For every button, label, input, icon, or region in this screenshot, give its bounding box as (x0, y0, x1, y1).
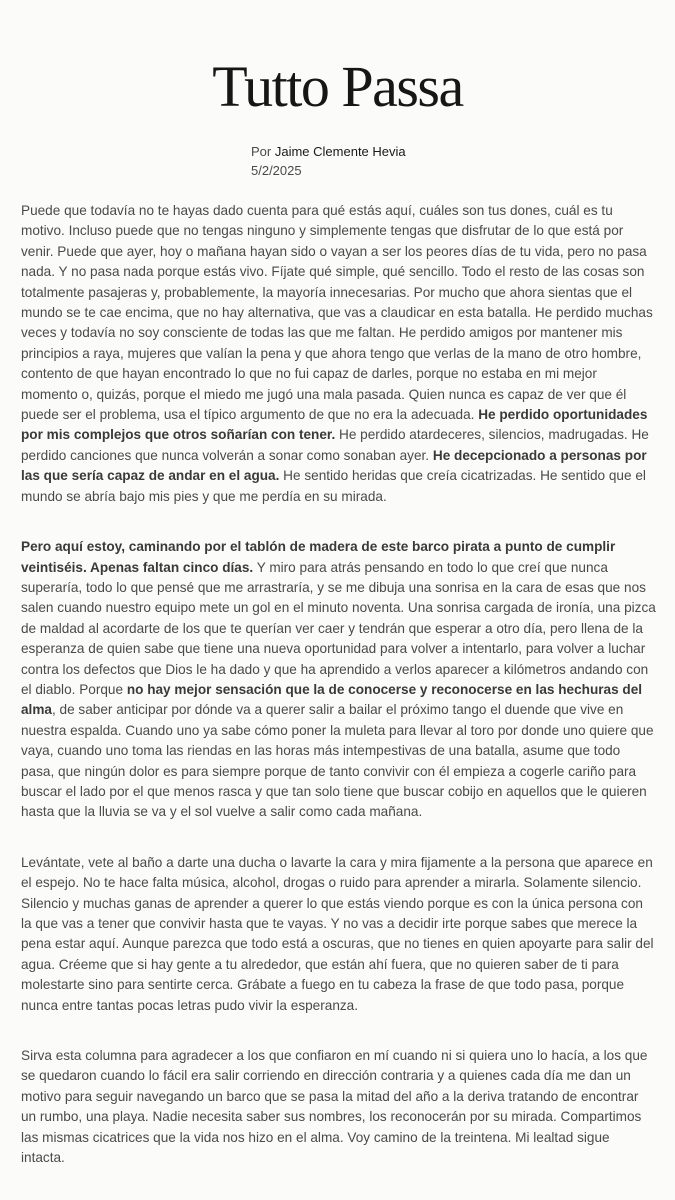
article-body (21, 201, 657, 1198)
paragraph-text: He perdido atardeceres, silencios, madrugadas. He perdido canciones que nunca volverán a sonar como sonaban ayer. (21, 427, 649, 463)
article-paragraph (21, 537, 657, 823)
article-paragraph (21, 1046, 657, 1168)
author-name[interactable]: Jaime Clemente Hevia (274, 144, 406, 159)
byline (251, 143, 406, 161)
paragraph-text: , de saber anticipar por dónde va a querer salir a bailar el próximo tango el duende que vive en nuestra espalda. Cuando uno ya sabe cómo poner la muleta para llevar al toro por donde uno quiere que vaya, cuando uno toma las riendas en las horas más intempestivas de una batalla, asume que todo pasa, que ningún dolor es para siempre porque de tanto convivir con él empieza a cogerle cariño para buscar el lado por el que menos rasca y que tan solo tiene que buscar cobijo en aquellos que le quieren hasta que la lluvia se va y el sol vuelve a salir como cada mañana. (21, 702, 654, 820)
article-title: Tutto Passa (212, 54, 463, 119)
publish-date: 5/2/2025 (251, 163, 302, 178)
bold-highlight: Pero aquí estoy, caminando por el tablón de madera de este barco pirata a punto de cumplir veintiséis. Apenas faltan cinco días. (21, 539, 616, 575)
byline-prefix: Por (251, 144, 272, 159)
paragraph-text: Puede que todavía no te hayas dado cuenta para qué estás aquí, cuáles son tus dones, cuál es tu motivo. Incluso puede que no tengas ninguno y simplemente tengas que disfrutar de lo que está por venir. Puede que ayer, hoy o mañana hayan sido o vayan a ser los peores días de tu vida, pero no pasa nada. Y no pasa nada porque estás vivo. Fíjate qué simple, qué sencillo. Todo el resto de las cosas son totalmente pasajeras y, probablemente, la mayoría innecesarias. Por mucho que ahora sientas que el mundo se te cae encima, que no hay alternativa, que vas a claudicar en esta batalla. He perdido muchas veces y todavía no soy consciente de todas las que me faltan. He perdido amigos por mantener mis principios a raya, mujeres que valían la pena y que ahora tengo que verlas de la mano de otro hombre, contento de que hayan encontrado lo que no fui capaz de darles, porque no estaba en mi mejor momento o, quizás, porque el miedo me jugó una mala pasada. Quien nunca es capaz de ver que él puede ser el problema, usa el típico argumento de que no era la adecuada. (21, 203, 653, 423)
paragraph-text: He sentido heridas que creía cicatrizadas. He sentido que el mundo se abría bajo mis pies y que me perdía en su mirada. (21, 468, 646, 504)
paragraph-text: Y miro para atrás pensando en todo lo que creí que nunca superaría, todo lo que pensé que me arrastraría, y se me dibuja una sonrisa en la cara de esas que nos salen cuando nuestro equipo mete un gol en el minuto noventa. Una sonrisa cargada de ironía, una pizca de maldad al acordarte de los que te querían ver caer y tendrán que esperar a otro día, pero llena de la esperanza de quien sabe que tiene una nueva oportunidad para volver a intentarlo, para volver a luchar contra los defectos que Dios le ha dado y que ha aprendido a verlos aparecer a kilómetros andando con el diablo. Porque (21, 559, 656, 697)
article-paragraph (21, 853, 657, 1016)
bold-highlight: no hay mejor sensación que la de conocerse y reconocerse en las hechuras del alma (21, 681, 643, 718)
bold-highlight: He perdido oportunidades por mis complejos que otros soñarían con tener. (21, 407, 648, 443)
bold-highlight: He decepcionado a personas por las que sería capaz de andar en el agua. (21, 447, 647, 484)
paragraph-text: Sirva esta columna para agradecer a los que confiaron en mí cuando ni si quiera uno lo hacía, a los que se quedaron cuando lo fácil era salir corriendo en dirección contraria y a quienes cada día me dan un motivo para seguir navegando un barco que se pasa la mitad del año a la deriva tratando de encontrar un rumbo, una playa. Nadie necesita saber sus nombres, los reconocerán por su mirada. Compartimos las mismas cicatrices que la vida nos hizo en el alma. Voy camino de la treintena. Mi lealtad sigue intacta. (21, 1048, 648, 1166)
paragraph-text: Levántate, vete al baño a darte una ducha o lavarte la cara y mira fijamente a la persona que aparece en el espejo. No te hace falta música, alcohol, drogas o ruido para aprender a mirarla. Solamente silencio. Silencio y muchas ganas de aprender a querer lo que estás viendo porque es con la única persona con la que vas a tener que convivir hasta que te vayas. Y no vas a decidir irte porque sabes que merece la pena estar aquí. Aunque parezca que todo está a oscuras, que no tienes en quien apoyarte para salir del agua. Créeme que si hay gente a tu alrededor, que están ahí fuera, que no quieren saber de ti para molestarte sino para sentirte cerca. Grábate a fuego en tu cabeza la frase de que todo pasa, porque nunca entre tantas pocas letras pudo vivir la esperanza. (21, 854, 654, 1013)
article-paragraph (21, 201, 657, 507)
